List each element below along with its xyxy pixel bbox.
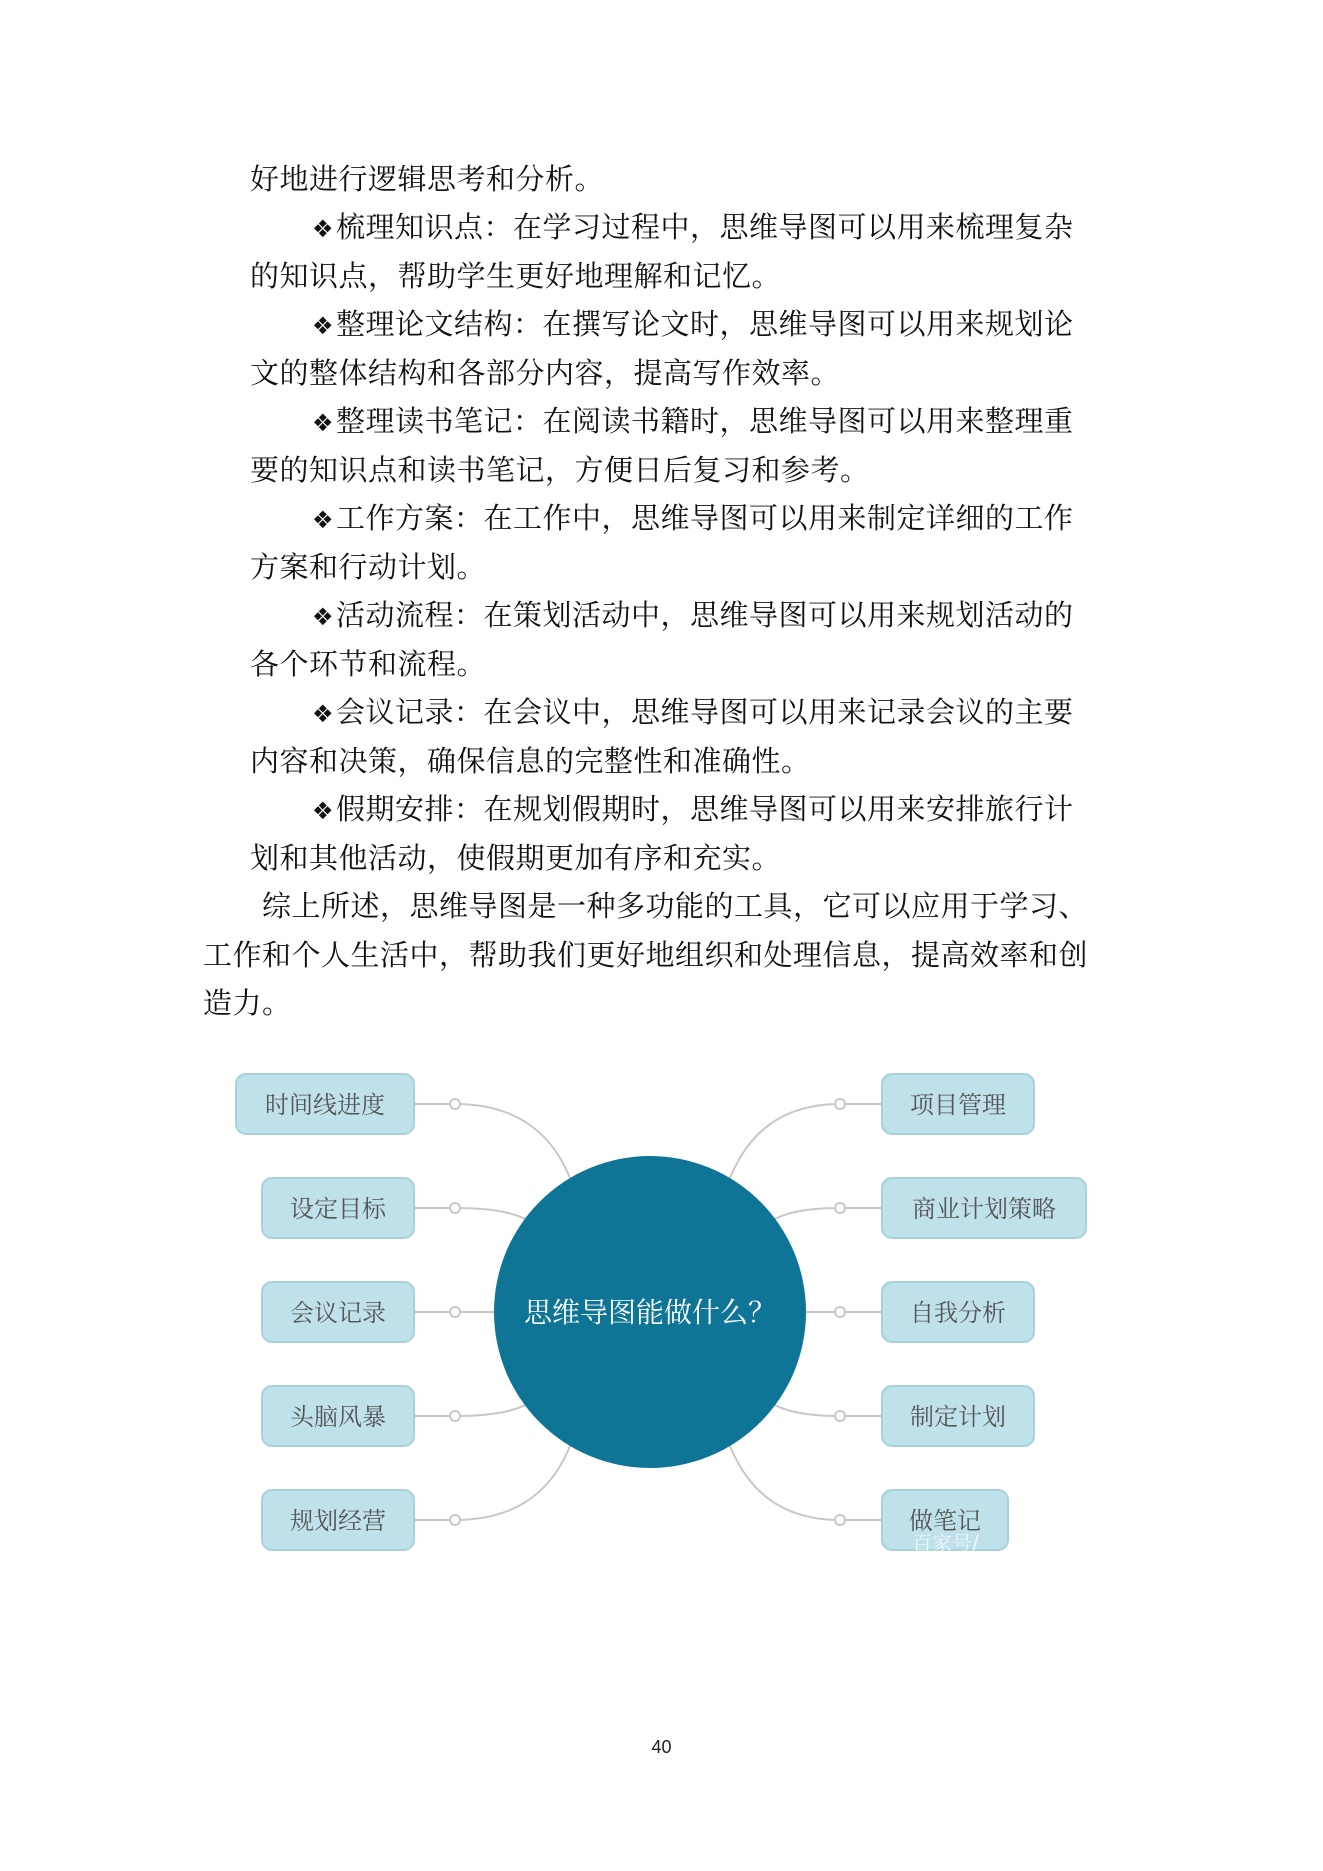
text-line: 各个环节和流程。 (250, 647, 487, 681)
node-label: 头脑风暴 (290, 1403, 386, 1431)
diamond-bullet-icon: ❖ (312, 506, 335, 534)
connector-dot (450, 1203, 460, 1213)
diamond-bullet-icon: ❖ (312, 700, 335, 728)
connector-left-2 (414, 1208, 530, 1222)
mindmap-hub (494, 1156, 806, 1468)
mindmap-node-left-2 (262, 1178, 414, 1238)
mindmap-node-right-5 (882, 1490, 1008, 1555)
connector-left-5 (414, 1446, 570, 1520)
connector-dot (835, 1307, 845, 1317)
node-label: 自我分析 (910, 1299, 1006, 1327)
mindmap-node-right-2 (882, 1178, 1086, 1238)
node-label: 制定计划 (910, 1403, 1006, 1431)
connector-right-5 (730, 1446, 882, 1520)
bullet-item: ❖假期安排：在规划假期时，思维导图可以用来安排旅行计 (312, 792, 1074, 826)
node-label: 做笔记 (909, 1507, 981, 1535)
bullet-item: ❖整理论文结构：在撰写论文时，思维导图可以用来规划论 (312, 307, 1074, 341)
text-line: 好地进行逻辑思考和分析。 (250, 162, 605, 196)
connector-dot (450, 1307, 460, 1317)
connector-dot (450, 1099, 460, 1109)
diamond-bullet-icon: ❖ (312, 603, 335, 631)
connector-dot (450, 1515, 460, 1525)
diamond-bullet-icon: ❖ (312, 409, 335, 437)
text-line: 文的整体结构和各部分内容，提高写作效率。 (250, 356, 841, 390)
node-label: 会议记录 (290, 1299, 386, 1327)
bullet-item: ❖活动流程：在策划活动中，思维导图可以用来规划活动的 (312, 598, 1074, 632)
mindmap-node-left-3 (262, 1282, 414, 1342)
text-line: 的知识点，帮助学生更好地理解和记忆。 (250, 259, 782, 293)
bullet-item: ❖会议记录：在会议中，思维导图可以用来记录会议的主要 (312, 695, 1074, 729)
connector-left-4 (414, 1402, 530, 1416)
connector-dot (835, 1411, 845, 1421)
mindmap-node-left-5 (262, 1490, 414, 1550)
connector-dot (450, 1411, 460, 1421)
connector-right-1 (730, 1104, 882, 1178)
connector-dot (835, 1515, 845, 1525)
connector-left-1 (414, 1104, 570, 1178)
connector-right-2 (770, 1208, 882, 1222)
summary-line: 造力。 (203, 986, 292, 1020)
watermark-text: 百家号/ (912, 1531, 979, 1555)
text-line: 内容和决策，确保信息的完整性和准确性。 (250, 744, 811, 778)
mindmap-node-left-1 (236, 1074, 414, 1134)
summary-line: 综上所述，思维导图是一种多功能的工具，它可以应用于学习、 (262, 889, 1089, 923)
diamond-bullet-icon: ❖ (312, 312, 335, 340)
mind-map-diagram (200, 1050, 1100, 1570)
summary-line: 工作和个人生活中，帮助我们更好地组织和处理信息，提高效率和创 (203, 938, 1089, 972)
connector-right-4 (770, 1402, 882, 1416)
mindmap-node-right-1 (882, 1074, 1034, 1134)
text-line: 方案和行动计划。 (250, 550, 487, 584)
mindmap-node-right-4 (882, 1386, 1034, 1446)
mindmap-node-right-3 (882, 1282, 1034, 1342)
connector-dot (835, 1099, 845, 1109)
connector-dot (835, 1203, 845, 1213)
node-label: 项目管理 (910, 1091, 1006, 1119)
bullet-item: ❖工作方案：在工作中，思维导图可以用来制定详细的工作 (312, 501, 1074, 535)
text-line: 要的知识点和读书笔记，方便日后复习和参考。 (250, 453, 870, 487)
hub-label: 思维导图能做什么？ (523, 1296, 777, 1329)
diamond-bullet-icon: ❖ (312, 215, 335, 243)
mindmap-node-left-4 (262, 1386, 414, 1446)
node-label: 商业计划策略 (912, 1195, 1056, 1223)
bullet-item: ❖整理读书笔记：在阅读书籍时，思维导图可以用来整理重 (312, 404, 1074, 438)
bullet-item: ❖梳理知识点：在学习过程中，思维导图可以用来梳理复杂 (312, 210, 1074, 244)
text-line: 划和其他活动，使假期更加有序和充实。 (250, 841, 782, 875)
node-label: 时间线进度 (265, 1091, 385, 1119)
node-label: 设定目标 (290, 1195, 386, 1223)
page-number: 40 (651, 1737, 672, 1757)
node-label: 规划经营 (290, 1507, 386, 1535)
diamond-bullet-icon: ❖ (312, 797, 335, 825)
